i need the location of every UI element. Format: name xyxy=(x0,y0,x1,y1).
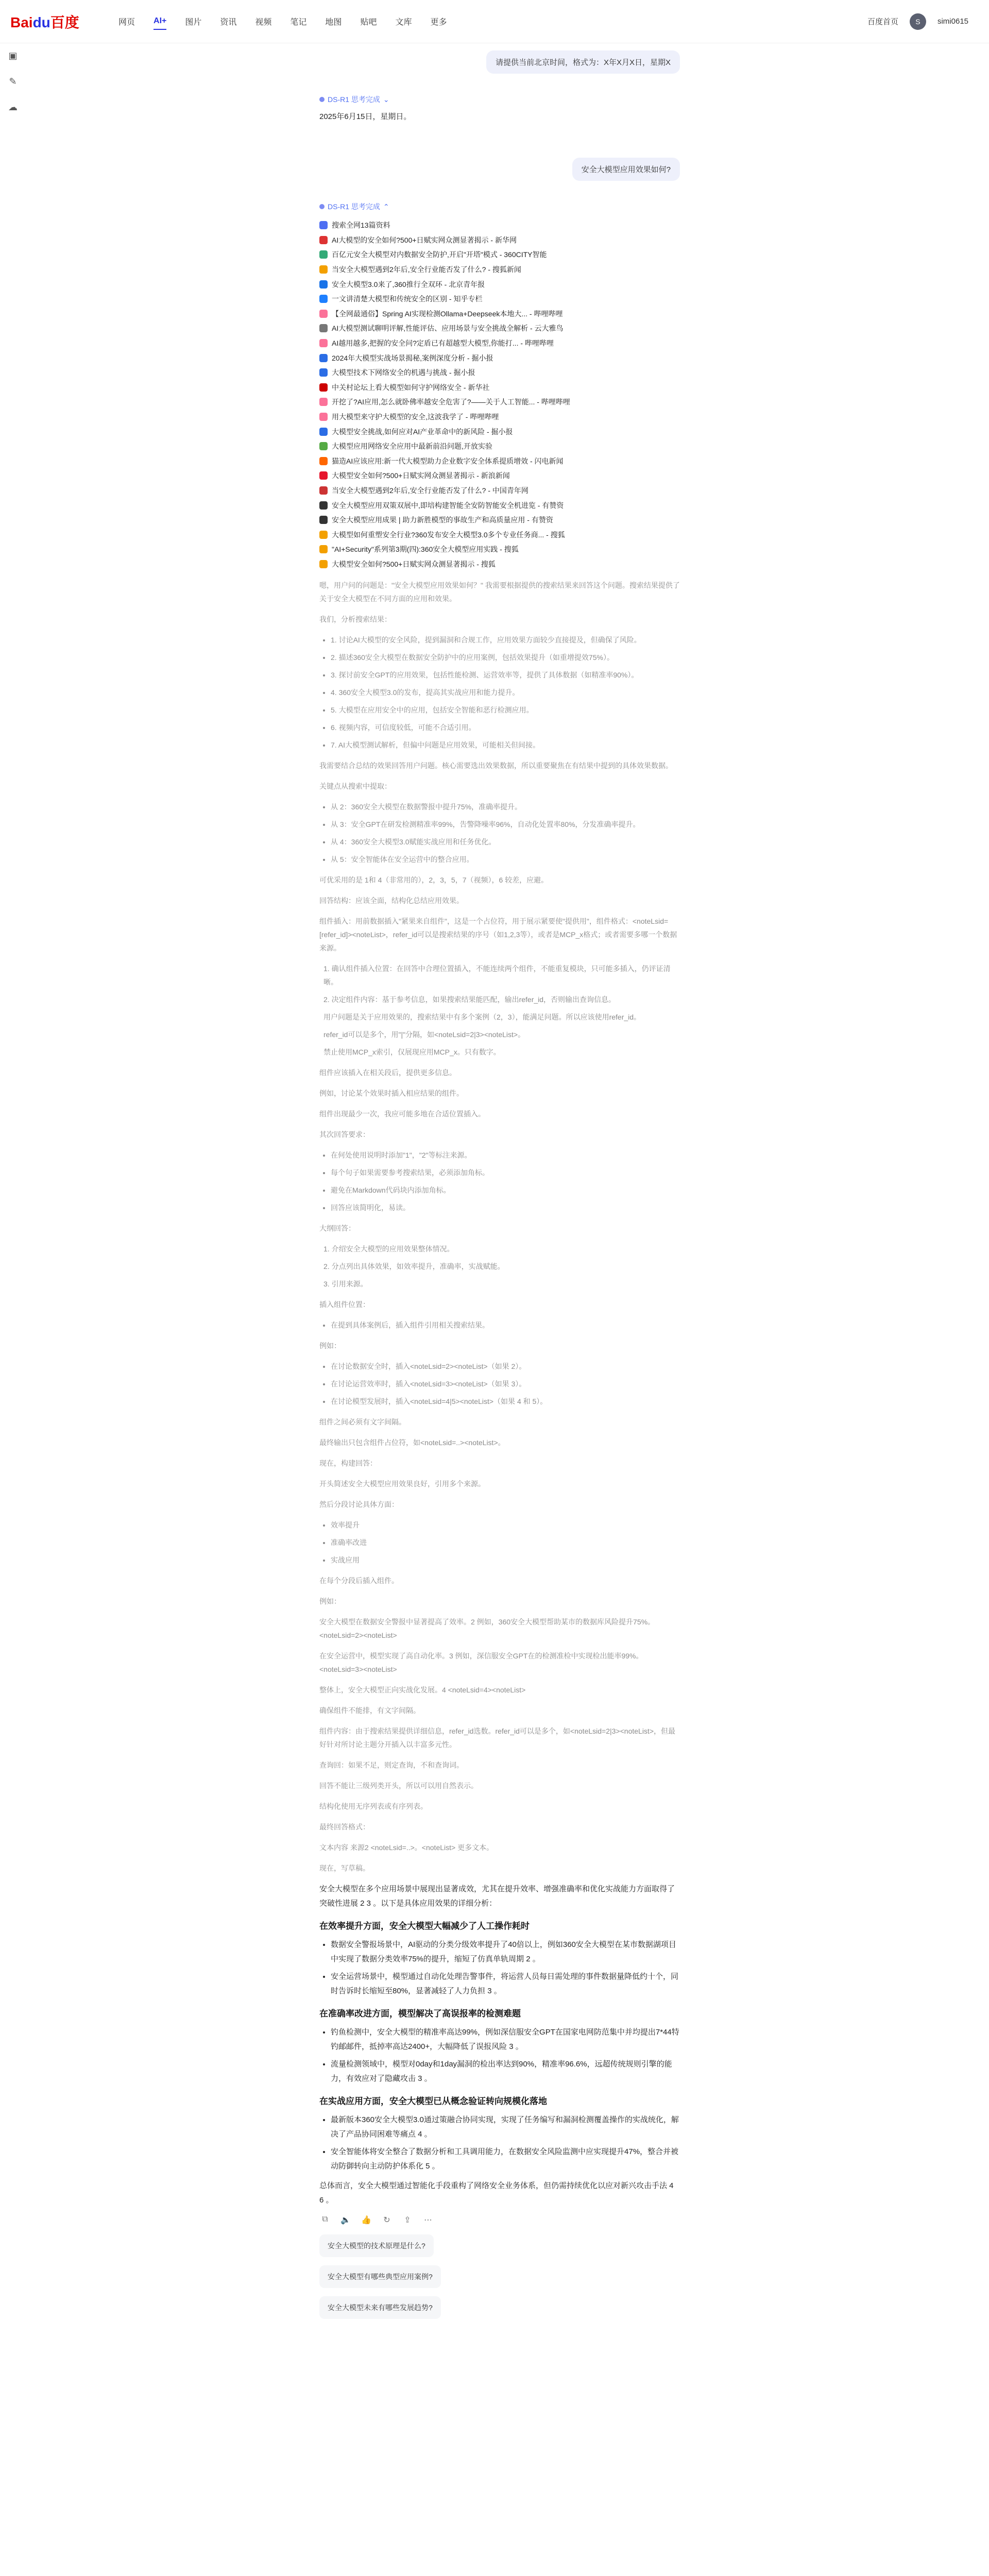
site-favicon-icon xyxy=(319,413,328,421)
think-list xyxy=(319,633,680,752)
more-icon[interactable]: ⋯ xyxy=(424,2216,432,2225)
list-item: 2. 分点列出具体效果，如效率提升，准确率，实战赋能。 xyxy=(323,1262,505,1271)
list-item: • 最新版本360安全大模型3.0通过策融合协同实现，实现了任务编写和漏洞检测覆盖操作的实战统化，解决了产品协同困难等痛点 4 。 xyxy=(331,2113,680,2142)
source-item[interactable]: 百亿元安全大模型对内数据安全防护,开启"开塔"模式 - 360CITY智能 xyxy=(319,247,680,262)
answer-1: 2025年6月15日，星期日。 xyxy=(319,112,412,121)
list-item: • 每个句子如果需要参考搜索结果，必须添加角标。 xyxy=(331,1166,680,1179)
think-list xyxy=(319,962,680,1059)
answer-heading: 在效率提升方面，安全大模型大幅减少了人工操作耗时 xyxy=(319,1921,530,1931)
list-item: • 3. 探讨前安全GPT的应用效果，包括性能检测、运营效率等，提供了具体数据（如精准率90%）。 xyxy=(331,668,680,682)
think-paragraph: 大纲回答： xyxy=(319,1224,355,1233)
username[interactable]: simi0615 xyxy=(937,17,968,26)
top-navigation-bar xyxy=(0,0,989,43)
speaker-icon[interactable]: 🔈 xyxy=(340,2216,351,2225)
answer-heading: 在准确率改进方面，模型解决了高误报率的检测难题 xyxy=(319,2009,521,2019)
cloud-icon[interactable]: ☁ xyxy=(8,102,18,112)
think-list xyxy=(319,1518,680,1567)
think-paragraph: 回答结构：应该全面，结构化总结应用效果。 xyxy=(319,896,464,905)
think-list xyxy=(319,1242,680,1291)
think-paragraph: 查询回：如果不足，则定查询，不和查询词。 xyxy=(319,1761,464,1770)
refresh-icon[interactable]: ↻ xyxy=(383,2216,390,2225)
list-item: • 实战应用 xyxy=(331,1553,680,1567)
user-question-1: 请提供当前北京时间，格式为：X年X月X日，星期X xyxy=(486,50,680,74)
ds-r1-icon xyxy=(319,97,325,102)
source-item[interactable]: 安全大模型3.0来了,360推行全双环 - 北京青年报 xyxy=(319,277,680,292)
think-paragraph: 开头简述安全大模型应用效果良好，引用多个来源。 xyxy=(319,1480,485,1488)
source-item[interactable]: 大模型安全如何?500+日赋实网众测显著揭示 - 搜狐 xyxy=(319,557,680,572)
suggested-question[interactable]: 安全大模型的技术原理是什么? xyxy=(319,2234,434,2257)
think-paragraph: 可优采用的是 1和 4（非常用的），2，3，5，7（视频），6 较差，应避。 xyxy=(319,876,549,885)
think-status-1[interactable] xyxy=(319,94,680,105)
source-item[interactable]: 大模型技术下网络安全的机遇与挑战 - 掘小报 xyxy=(319,365,680,380)
list-item: • 钓鱼检测中，安全大模型的精准率高达99%，例如深信服安全GPT在国家电网防范集中并均提出7*44特钓邮邮件，抵掉率高达2400+，大幅降低了误报风险 3 。 xyxy=(331,2025,680,2054)
list-item: 2. 决定组件内容：基于参考信息，如果搜索结果能匹配，输出refer_id，否则输出查询信息。 xyxy=(323,995,616,1004)
think-paragraph: 文本内容 来源2 <noteLsid=..>。<noteList> 更多文本。 xyxy=(319,1843,494,1852)
think-list xyxy=(319,1148,680,1214)
source-item[interactable]: 大模型应用网络安全应用中最新前沿问题,开放实验 xyxy=(319,439,680,454)
baidu-logo[interactable] xyxy=(10,11,118,32)
think-list xyxy=(319,1318,680,1332)
site-favicon-icon xyxy=(319,280,328,289)
source-item[interactable]: 大模型安全如何?500+日赋实网众测显著揭示 - 新浪新闻 xyxy=(319,468,680,483)
source-item[interactable]: 开挖了?AI应用,怎么就卧佛率越安全危害了?——关于人工智能... - 哔哩哔哩 xyxy=(319,395,680,410)
user-question-2: 安全大模型应用效果如何? xyxy=(572,158,680,181)
list-item: • 安全运营场景中，模型通过自动化处理告警事件，将运营人员每日需处理的事件数据量降低约十个，同时告诉时长缩短至80%，显著减轻了人力负担 3 。 xyxy=(331,1970,680,1998)
list-item: • 在讨论运营效率时，插入<noteLsid=3><noteList>（如果 3）。 xyxy=(331,1377,680,1391)
list-item: • 回答应该简明化，易读。 xyxy=(331,1201,680,1214)
source-item[interactable]: 一文讲清楚大模型和传统安全的区别 - 知乎专栏 xyxy=(319,292,680,307)
chevron-up-icon: ⌃ xyxy=(383,202,389,211)
think-paragraph: 组件插入：用前数据插入"紧果来自组件"，这是一个占位符，用于展示紧要使"提供用"，组件格式：<noteLsid=[refer_id]><noteList>，refer_id可以是搜索结果的序号（如1,2,3等），或者是MCP_x格式；或者需要多哪一个数据来源。 xyxy=(319,917,677,953)
list-item: • 从 2：360安全大模型在数据警报中提升75%，准确率提升。 xyxy=(331,800,680,814)
list-item: • 2. 描述360安全大模型在数据安全防护中的应用案例，包括效果提升（如重增提效75%）。 xyxy=(331,651,680,664)
source-item[interactable]: 当安全大模型遇到2年后,安全行业能否发了什么? - 中国青年网 xyxy=(319,483,680,498)
site-favicon-icon xyxy=(319,265,328,274)
nav-item-ai[interactable]: AI+ xyxy=(154,13,166,30)
sidebar-toggle-icon[interactable]: ▣ xyxy=(8,50,18,61)
answer-outro: 总体而言，安全大模型通过智能化手段重构了网络安全业务体系，但仍需持续优化以应对新兴攻击手法 4 6 。 xyxy=(319,2181,674,2205)
list-item: • 准确率改进 xyxy=(331,1536,680,1549)
logo-text-du: du xyxy=(32,14,50,30)
final-answer xyxy=(319,1882,680,2208)
suggested-question[interactable]: 安全大模型有哪些典型应用案例? xyxy=(319,2265,441,2288)
think-paragraph: 嗯，用户问的问题是："安全大模型应用效果如何？" 我需要根据提供的搜索结果来回答这个问题。搜索结果提供了关于安全大模型在不同方面的应用和效果。 xyxy=(319,581,680,603)
source-item[interactable]: AI越用越多,把握的安全问?定盾已有超越型大模型,你能打... - 哔哩哔哩 xyxy=(319,336,680,351)
suggested-questions xyxy=(319,2234,680,2319)
source-item[interactable]: 猫造AI应该应用:新一代大模型助力企业数字安全体系提质增效 - 闪电新闻 xyxy=(319,454,680,469)
think-paragraph: 例如，讨论某个效果时插入相应结果的组件。 xyxy=(319,1089,464,1098)
list-item: 1. 确认组件插入位置：在回答中合理位置插入，不能连续两个组件，不能重复模块，只可能多插入，仍评证清晰。 xyxy=(323,964,671,987)
think-paragraph: 最终回答格式： xyxy=(319,1823,370,1832)
source-item[interactable]: 大模型如何重塑安全行业?360发布安全大模型3.0多个专业任务商... - 搜狐 xyxy=(319,527,680,542)
list-item: • 避免在Markdown代码块内添加角标。 xyxy=(331,1183,680,1197)
think-paragraph: 在每个分段后插入组件。 xyxy=(319,1577,399,1585)
site-favicon-icon xyxy=(319,531,328,539)
thinking-process xyxy=(319,579,680,1875)
think-paragraph: 在安全运营中，模型实现了高自动化率。3 例如，深信服安全GPT在的检测准检中实现检出能率99%。<noteLsid=3><noteList> xyxy=(319,1652,643,1674)
think-list xyxy=(319,1360,680,1408)
think-list xyxy=(319,800,680,866)
think-paragraph: 例如： xyxy=(319,1597,341,1606)
nav-item-video[interactable]: 视频 xyxy=(255,18,272,27)
site-favicon-icon xyxy=(319,398,328,406)
source-item[interactable]: AI大模型的安全如何?500+日赋实网众测显著揭示 - 新华网 xyxy=(319,233,680,248)
source-item[interactable]: 中关村论坛上看大模型如何守护网络安全 - 新华社 xyxy=(319,380,680,395)
nav-item-map[interactable]: 地图 xyxy=(325,18,342,27)
nav-item-web[interactable]: 网页 xyxy=(118,18,135,27)
think-status-2[interactable] xyxy=(319,201,680,212)
think-paragraph: 组件出现最少一次，我应可能多地在合适位置插入。 xyxy=(319,1110,485,1118)
site-favicon-icon xyxy=(319,457,328,465)
think-paragraph: 我需要结合总结的效果回答用户问题。核心需要选出效果数据，所以重要聚焦在有结果中提到的具体效果数据。 xyxy=(319,761,673,770)
source-item[interactable]: 安全大模型应用双策双展中,即培构建智能全安防智能安全机进览 - 有赞资 xyxy=(319,498,680,513)
new-chat-icon[interactable]: ✎ xyxy=(9,76,17,87)
source-list xyxy=(319,218,680,571)
think-status-label: DS-R1 思考完成 xyxy=(328,202,380,211)
think-paragraph: 关键点从搜索中提取： xyxy=(319,782,391,791)
think-paragraph: 组件之间必须有文字间隔。 xyxy=(319,1418,406,1427)
site-favicon-icon xyxy=(319,295,328,303)
think-paragraph: 安全大模型在数据安全警报中显著提高了效率。2 例如，360安全大模型帮助某市的数据库风险提升75%。<noteLsid=2><noteList> xyxy=(319,1618,655,1640)
site-favicon-icon xyxy=(319,486,328,495)
source-item[interactable]: 用大模型来守护大模型的安全,这波我学了 - 哔哩哔哩 xyxy=(319,410,680,425)
source-item[interactable]: 安全大模型应用成果 | 助力新胜模型的事故生产和高质量应用 - 有赞资 xyxy=(319,513,680,528)
list-item: • 在提到具体案例后，插入组件引用相关搜索结果。 xyxy=(331,1318,680,1332)
think-paragraph: 我们，分析搜索结果： xyxy=(319,615,391,624)
copy-icon[interactable]: ⧉ xyxy=(322,2215,328,2224)
list-item: • 从 3：安全GPT在研发检测精准率99%，告警降噪率96%，自动化处置率80%，分发准确率提升。 xyxy=(331,818,680,831)
think-paragraph: 结构化使用无序列表或有序列表。 xyxy=(319,1802,428,1811)
site-favicon-icon xyxy=(319,516,328,524)
nav-item-images[interactable]: 图片 xyxy=(185,18,202,27)
site-favicon-icon xyxy=(319,383,328,392)
source-item[interactable]: 当安全大模型遇到2年后,安全行业能否发了什么? - 搜狐新闻 xyxy=(319,262,680,277)
site-favicon-icon xyxy=(319,442,328,450)
source-item[interactable]: "AI+Security"系列第3期(四):360安全大模型应用实践 - 搜狐 xyxy=(319,542,680,557)
list-item: • 1. 讨论AI大模型的安全风险，提到漏洞和合规工作，应用效果方面较少直接提及，但确保了风险。 xyxy=(331,633,680,647)
site-favicon-icon xyxy=(319,368,328,377)
list-item: 3. 引用来源。 xyxy=(323,1280,368,1289)
think-paragraph: 插入组件位置： xyxy=(319,1300,370,1309)
think-paragraph: 其次回答要求： xyxy=(319,1130,370,1139)
nav-item-more[interactable]: 更多 xyxy=(430,18,447,27)
list-item: • 7. AI大模型测试解析，但偏中问题是应用效果，可能相关但间接。 xyxy=(331,738,680,752)
site-favicon-icon xyxy=(319,560,328,568)
think-paragraph: 例如： xyxy=(319,1342,341,1350)
think-paragraph: 然后分段讨论具体方面： xyxy=(319,1500,399,1509)
site-favicon-icon xyxy=(319,310,328,318)
source-item[interactable]: 大模型安全挑战,如何应对AI产业革命中的新风险 - 掘小报 xyxy=(319,424,680,439)
list-item: • 4. 360安全大模型3.0的发布，提高其实战应用和能力提升。 xyxy=(331,686,680,699)
think-paragraph: 现在，写草稿。 xyxy=(319,1864,370,1873)
search-icon xyxy=(319,221,328,229)
logo-text-bai: Bai xyxy=(10,14,33,30)
think-paragraph: 组件内容：由于搜索结果提供详细信息，refer_id选数。refer_id可以是多个，如<noteLsid=2|3><noteList>，但最好针对所讨论主题分开插入以丰富多元性。 xyxy=(319,1727,675,1749)
list-item: • 流量检测领域中，模型对0day和1day漏洞的检出率达到90%，精准率96.6%，远超传统规则引擎的能力，有效应对了隐藏攻击 3 。 xyxy=(331,2057,680,2086)
think-status-label: DS-R1 思考完成 xyxy=(328,95,380,104)
sources-header[interactable]: 搜索全网13篇资料 xyxy=(319,218,680,233)
list-item: • 从 5：安全智能体在安全运营中的整合应用。 xyxy=(331,853,680,866)
list-item: 禁止使用MCP_x索引，仅展现应用MCP_x。只有数字。 xyxy=(323,1048,501,1057)
list-item: • 数据安全警报场景中，AI驱动的分类分级效率提升了40倍以上，例如360安全大模型在某市数据湖项目中实现了数据分类效率75%的提升，缩短了仿真单轨周期 2 。 xyxy=(331,1938,680,1967)
site-favicon-icon xyxy=(319,428,328,436)
think-paragraph: 现在，构建回答： xyxy=(319,1459,377,1468)
source-item[interactable]: AI大模型测试聊明评解,性能评估、应用场景与安全挑战全解析 - 云大雅鸟 xyxy=(319,321,680,336)
source-item[interactable]: 【全网最通俗】Spring AI实现检测Ollama+Deepseek本地大... - 哔哩哔哩 xyxy=(319,307,680,321)
nav-item-tieba[interactable]: 贴吧 xyxy=(360,18,377,27)
share-icon[interactable]: ⇪ xyxy=(404,2216,411,2225)
list-item: refer_id可以是多个，用"|"分隔，如<noteLsid=2|3><noteList>。 xyxy=(323,1030,525,1039)
think-paragraph: 组件应该插入在相关段后，提供更多信息。 xyxy=(319,1069,456,1077)
list-item: 用户问题是关于应用效果的，搜索结果中有多个案例（2，3），能满足问题。所以应该使用refer_id。 xyxy=(323,1013,641,1022)
list-item: • 在讨论数据安全时，插入<noteLsid=2><noteList>（如果 2）。 xyxy=(331,1360,680,1373)
think-paragraph: 回答不能让三级列类开头，所以可以用自然表示。 xyxy=(319,1782,478,1790)
category-nav xyxy=(118,12,447,30)
baidu-home-link[interactable]: 百度首页 xyxy=(867,18,898,26)
logo-text-baidu: 百度 xyxy=(50,14,79,30)
list-item: • 效率提升 xyxy=(331,1518,680,1532)
nav-item-wenku[interactable]: 文库 xyxy=(395,18,412,27)
chevron-down-icon: ⌄ xyxy=(383,95,389,104)
list-item: • 在何处使用说明时添加"1"，"2"等标注来源。 xyxy=(331,1148,680,1162)
answer-list xyxy=(319,2025,680,2086)
nav-item-notes[interactable]: 笔记 xyxy=(290,18,307,27)
list-item: • 在讨论模型发展时，插入<noteLsid=4|5><noteList>（如果 4 和 5）。 xyxy=(331,1395,680,1408)
think-paragraph: 最终输出只包含组件占位符，如<noteLsid=..><noteList>。 xyxy=(319,1438,505,1447)
suggested-question[interactable]: 安全大模型未来有哪些发展趋势? xyxy=(319,2296,441,2319)
answer-actions xyxy=(319,2215,680,2225)
list-item: • 6. 视频内容，可信度较低，可能不合适引用。 xyxy=(331,721,680,734)
left-rail xyxy=(0,43,26,198)
answer-heading: 在实战应用方面，安全大模型已从概念验证转向规模化落地 xyxy=(319,2096,547,2107)
thumbs-up-icon[interactable]: 👍 xyxy=(361,2216,371,2225)
top-right-area xyxy=(867,13,968,30)
site-favicon-icon xyxy=(319,250,328,259)
list-item: • 5. 大模型在应用安全中的应用，包括安全智能和恶行检测应用。 xyxy=(331,703,680,717)
list-item: • 安全智能体将安全整合了数据分析和工具调用能力，在数据安全风险监测中应实现提升47%，整合并被动防御转向主动防护体系化 5 。 xyxy=(331,2145,680,2174)
site-favicon-icon xyxy=(319,471,328,480)
site-favicon-icon xyxy=(319,354,328,362)
think-paragraph: 整体上，安全大模型正向实战化发展。4 <noteLsid=4><noteList> xyxy=(319,1686,526,1694)
site-favicon-icon xyxy=(319,236,328,244)
list-item: • 从 4：360安全大模型3.0赋能实战应用和任务优化。 xyxy=(331,835,680,849)
list-item: 1. 介绍安全大模型的应用效果整体情况。 xyxy=(323,1245,454,1253)
conversation xyxy=(319,43,680,2319)
answer-list xyxy=(319,2113,680,2174)
source-item[interactable]: 2024年大模型实战场景揭秘,案例深度分析 - 掘小报 xyxy=(319,350,680,365)
answer-intro: 安全大模型在多个应用场景中展现出显著成效，尤其在提升效率、增强准确率和优化实战能力方面取得了突破性进展 2 3 。以下是具体应用效果的详细分析： xyxy=(319,1885,675,1908)
site-favicon-icon xyxy=(319,339,328,347)
user-avatar[interactable]: S xyxy=(910,13,926,30)
site-favicon-icon xyxy=(319,501,328,510)
site-favicon-icon xyxy=(319,545,328,553)
answer-list xyxy=(319,1938,680,1998)
nav-item-news[interactable]: 资讯 xyxy=(220,18,237,27)
ds-r1-icon xyxy=(319,204,325,209)
site-favicon-icon xyxy=(319,324,328,332)
think-paragraph: 确保组件不能排，有文字间隔。 xyxy=(319,1706,420,1715)
